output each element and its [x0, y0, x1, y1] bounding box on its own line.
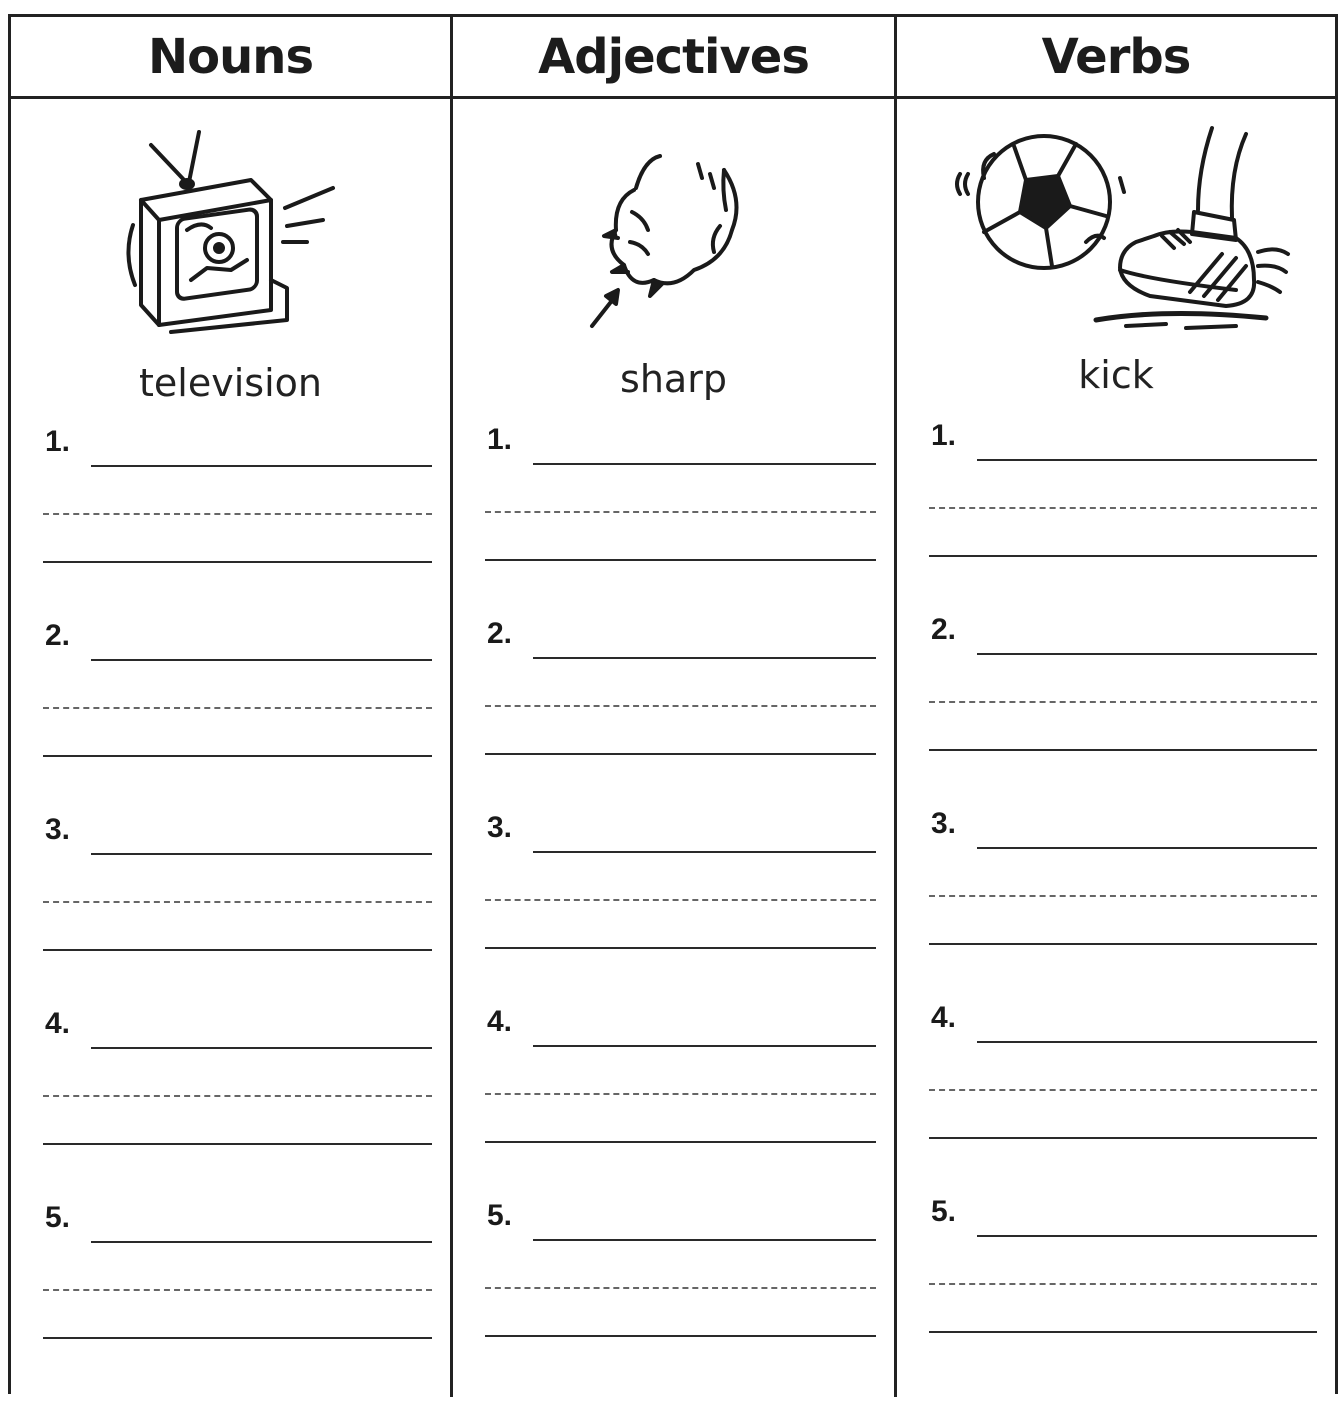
answer-item	[43, 1201, 432, 1401]
answer-item	[485, 811, 876, 1011]
answer-line[interactable]	[977, 459, 1317, 461]
answer-line-dashed[interactable]	[43, 707, 432, 709]
item-number: 5.	[45, 1201, 71, 1234]
item-number: 2.	[487, 617, 513, 650]
answer-line[interactable]	[977, 653, 1317, 655]
item-number: 2.	[45, 619, 71, 652]
answer-line-dashed[interactable]	[43, 513, 432, 515]
answer-list	[43, 425, 432, 1401]
answer-item	[929, 613, 1317, 813]
answer-line-dashed[interactable]	[43, 901, 432, 903]
item-number: 5.	[487, 1199, 513, 1232]
answer-line[interactable]	[43, 561, 432, 563]
kicking-ball-icon	[897, 117, 1335, 342]
answer-line[interactable]	[533, 463, 876, 465]
item-number: 1.	[487, 423, 513, 456]
item-number: 1.	[931, 419, 957, 452]
answer-line-dashed[interactable]	[929, 507, 1317, 509]
answer-item	[485, 423, 876, 623]
answer-line[interactable]	[91, 659, 432, 661]
answer-line[interactable]	[91, 1047, 432, 1049]
item-number: 5.	[931, 1195, 957, 1228]
answer-line[interactable]	[533, 1239, 876, 1241]
answer-line[interactable]	[485, 1141, 876, 1143]
answer-line[interactable]	[43, 1143, 432, 1145]
answer-item	[929, 1001, 1317, 1201]
item-number: 2.	[931, 613, 957, 646]
worksheet-table	[8, 14, 1338, 1394]
answer-item	[485, 1005, 876, 1205]
answer-line-dashed[interactable]	[929, 1283, 1317, 1285]
answer-item	[43, 425, 432, 625]
column-nouns	[11, 17, 453, 1397]
answer-line[interactable]	[533, 851, 876, 853]
column-adjectives	[453, 17, 897, 1397]
answer-item	[43, 619, 432, 819]
answer-line-dashed[interactable]	[929, 895, 1317, 897]
answer-line-dashed[interactable]	[485, 1093, 876, 1095]
item-number: 1.	[45, 425, 71, 458]
answer-line-dashed[interactable]	[485, 1287, 876, 1289]
answer-line[interactable]	[43, 755, 432, 757]
answer-list	[929, 419, 1317, 1395]
answer-line[interactable]	[91, 853, 432, 855]
item-number: 4.	[487, 1005, 513, 1038]
item-number: 4.	[45, 1007, 71, 1040]
column-verbs	[897, 17, 1335, 1397]
item-number: 3.	[931, 807, 957, 840]
answer-item	[43, 813, 432, 1013]
answer-line-dashed[interactable]	[929, 1089, 1317, 1091]
example-word: sharp	[620, 357, 727, 401]
answer-line[interactable]	[485, 947, 876, 949]
answer-item	[43, 1007, 432, 1207]
item-number: 3.	[487, 811, 513, 844]
answer-line[interactable]	[43, 949, 432, 951]
answer-line[interactable]	[485, 559, 876, 561]
answer-line[interactable]	[485, 753, 876, 755]
answer-item	[929, 1195, 1317, 1395]
answer-line[interactable]	[929, 749, 1317, 751]
answer-line[interactable]	[533, 1045, 876, 1047]
answer-line-dashed[interactable]	[485, 511, 876, 513]
claw-icon	[453, 117, 894, 342]
answer-line[interactable]	[43, 1337, 432, 1339]
answer-item	[485, 617, 876, 817]
answer-item	[929, 807, 1317, 1007]
answer-line[interactable]	[929, 1137, 1317, 1139]
answer-line[interactable]	[929, 1331, 1317, 1333]
answer-list	[485, 423, 876, 1399]
example-word: kick	[1078, 353, 1154, 397]
answer-line[interactable]	[485, 1335, 876, 1337]
column-heading: Adjectives	[453, 17, 894, 99]
answer-line-dashed[interactable]	[43, 1095, 432, 1097]
answer-line-dashed[interactable]	[485, 899, 876, 901]
television-icon	[11, 117, 450, 342]
answer-line-dashed[interactable]	[485, 705, 876, 707]
answer-line[interactable]	[929, 943, 1317, 945]
example-word: television	[139, 361, 322, 405]
answer-line[interactable]	[977, 1041, 1317, 1043]
answer-item	[929, 419, 1317, 619]
answer-line[interactable]	[929, 555, 1317, 557]
column-heading: Verbs	[897, 17, 1335, 99]
answer-line-dashed[interactable]	[929, 701, 1317, 703]
answer-line-dashed[interactable]	[43, 1289, 432, 1291]
item-number: 3.	[45, 813, 71, 846]
item-number: 4.	[931, 1001, 957, 1034]
answer-line[interactable]	[91, 465, 432, 467]
answer-item	[485, 1199, 876, 1399]
column-heading: Nouns	[11, 17, 450, 99]
answer-line[interactable]	[533, 657, 876, 659]
answer-line[interactable]	[91, 1241, 432, 1243]
answer-line[interactable]	[977, 1235, 1317, 1237]
answer-line[interactable]	[977, 847, 1317, 849]
